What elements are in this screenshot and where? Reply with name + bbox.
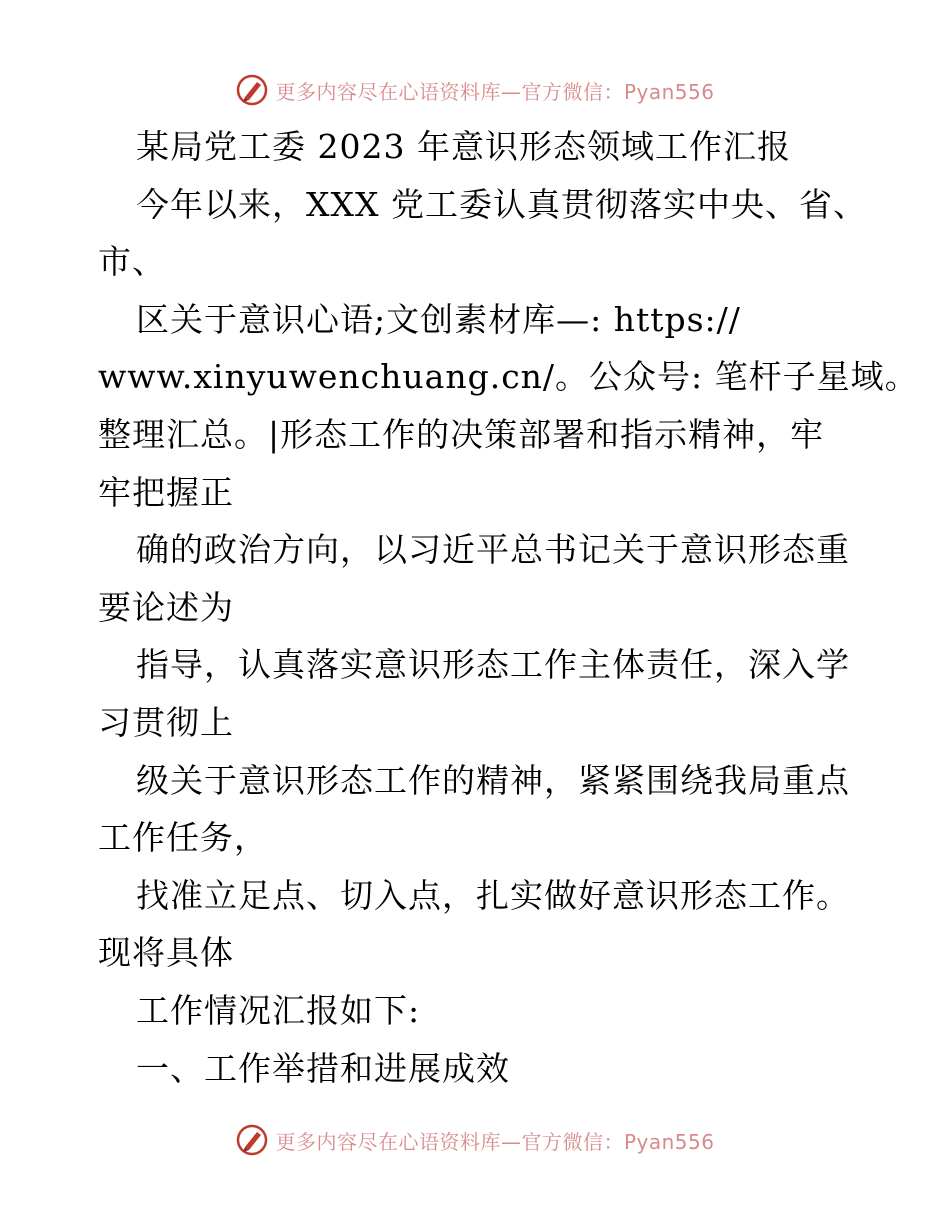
watermark-text: 更多内容尽在心语资料库—官方微信：Pyan556 <box>275 1129 715 1154</box>
header-watermark-banner <box>0 70 950 110</box>
watermark-text: 更多内容尽在心语资料库—官方微信：Pyan556 <box>275 79 715 104</box>
text-line: 市、 <box>98 242 166 282</box>
text-line: 某局党工委 2023 年意识形态领域工作汇报 <box>136 127 791 166</box>
text-line: 整理汇总。|形态工作的决策部署和指示精神，牢 <box>98 414 825 454</box>
pen-nib-icon <box>235 73 269 107</box>
text-line: 工作任务， <box>98 818 268 858</box>
text-line: 指导，认真落实意识形态工作主体责任，深入学 <box>136 645 850 685</box>
text-line: 现将具体 <box>98 933 234 973</box>
text-line: 牢把握正 <box>98 472 234 512</box>
text-line: 习贯彻上 <box>98 702 234 742</box>
pen-nib-icon <box>235 1123 269 1157</box>
text-line: 级关于意识形态工作的精神，紧紧围绕我局重点 <box>136 760 850 800</box>
document-body <box>98 118 919 1097</box>
text-line: 工作情况汇报如下: <box>136 990 421 1030</box>
text-line: www.xinyuwenchuang.cn/。公众号: 笔杆子星域。 <box>98 357 919 397</box>
text-line: 找准立足点、切入点，扎实做好意识形态工作。 <box>136 875 850 915</box>
text-line: 要论述为 <box>98 587 234 627</box>
text-line: 确的政治方向，以习近平总书记关于意识形态重 <box>136 530 850 570</box>
footer-watermark-banner <box>0 1120 950 1160</box>
text-line: 今年以来，XXX 党工委认真贯彻落实中央、省、 <box>136 184 867 224</box>
text-line: 一、工作举措和进展成效 <box>136 1048 510 1088</box>
text-line: 区关于意识心语;文创素材库—: https:// <box>136 299 741 339</box>
